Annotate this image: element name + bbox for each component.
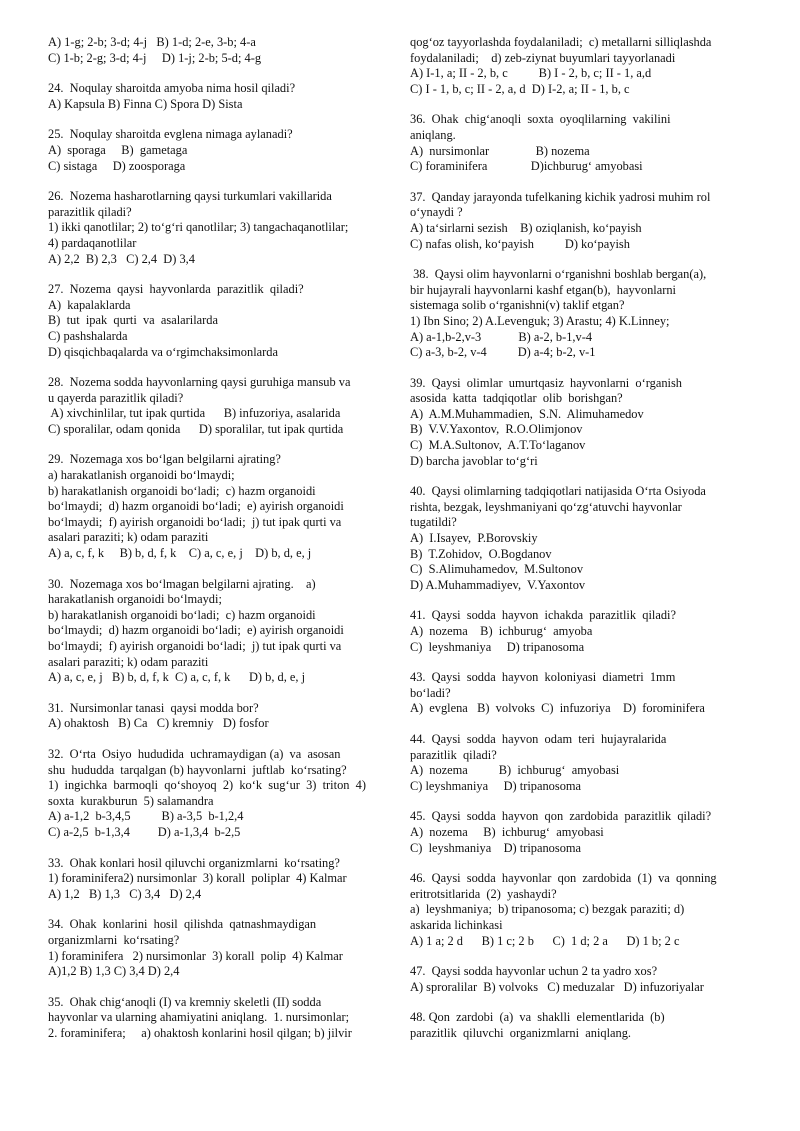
question-block — [48, 81, 385, 112]
text-line: 35. Ohak chig‘anoqli (I) va kremniy skeletli (II) sodda — [48, 994, 322, 1009]
text-line: qog‘oz tayyorlashda foydalaniladi; c) metallarni silliqlashda — [410, 35, 712, 49]
question-block — [48, 856, 385, 903]
text-line: 36. Ohak chig‘anoqli soxta oyoqlilarning vakilini — [410, 112, 671, 127]
text-line: D) qisqichbaqalarda va o‘rgimchaksimonlarda — [48, 344, 278, 359]
text-line: B) T.Zohidov, O.Bogdanov — [410, 546, 552, 561]
text-line: 29. Nozemaga xos bo‘lgan belgilarni ajrating? — [48, 452, 281, 467]
text-line: bo‘lmaydi; f) ayirish organoidi bo‘ladi; j) tut ipak qurti va — [48, 639, 342, 653]
text-line: A) nozema B) ichburug‘ amyoba — [410, 624, 593, 638]
text-line: bir hujayrali hayvonlarni kashf etgan(b), hayvonlarni — [410, 282, 676, 297]
text-line: 27. Nozema qaysi hayvonlarda parazitlik qiladi? — [48, 282, 304, 297]
text-line: 45. Qaysi sodda hayvon qon zardobida parazitlik qiladi? — [410, 809, 712, 824]
text-line: askarida lichinkasi — [410, 917, 503, 932]
text-line: C) M.A.Sultonov, A.T.To‘laganov — [410, 438, 586, 453]
text-line: u qayerda parazitlik qiladi? — [48, 390, 184, 405]
question-block — [48, 375, 385, 437]
text-line: 43. Qaysi sodda hayvon koloniyasi diametri 1mm — [410, 670, 676, 685]
text-line: A) nozema B) ichburug‘ amyobasi — [410, 763, 620, 778]
text-line: a) leyshmaniya; b) tripanosoma; c) bezgak paraziti; d) — [410, 902, 685, 917]
text-line: C) a-3, b-2, v-4 D) a-4; b-2, v-1 — [410, 345, 596, 360]
text-line: tugatildi? — [410, 515, 457, 530]
text-line: 39. Qaysi olimlar umurtqasiz hayvonlarni o‘rganish — [410, 375, 682, 390]
question-block — [410, 267, 750, 361]
text-line: C) sistaga D) zoosporaga — [48, 158, 186, 173]
text-line: A) A.M.Muhammadien, S.N. Alimuhamedov — [410, 406, 644, 421]
text-line: A) a, c, e, j B) b, d, f, k C) a, c, f, k D) b, d, e, j — [48, 670, 306, 685]
question-block — [410, 35, 750, 97]
text-line: A) evglena B) volvoks C) infuzoriya D) forominifera — [410, 701, 705, 716]
question-block — [48, 189, 385, 267]
text-line: A) I.Isayev, P.Borovskiy — [410, 531, 538, 546]
text-line: A) 1-g; 2-b; 3-d; 4-j B) 1-d; 2-e, 3-b; 4-a — [48, 35, 256, 49]
text-line: C) I - 1, b, c; II - 2, a, d D) I-2, a; II - 1, b, c — [410, 81, 630, 96]
text-line: C) nafas olish, ko‘payish D) ko‘payish — [410, 236, 630, 251]
text-line: 38. Qaysi olim hayvonlarni o‘rganishni boshlab bergan(a), — [410, 267, 707, 282]
text-line: A) 1,2 B) 1,3 C) 3,4 D) 2,4 — [48, 886, 202, 901]
text-line: C) 1-b; 2-g; 3-d; 4-j D) 1-j; 2-b; 5-d; 4-g — [48, 50, 262, 65]
text-line: 31. Nursimonlar tanasi qaysi modda bor? — [48, 700, 259, 715]
text-line: A) a-1,b-2,v-3 B) a-2, b-1,v-4 — [410, 329, 593, 344]
text-line: 44. Qaysi sodda hayvon odam teri hujayralarida — [410, 731, 667, 746]
question-block — [48, 917, 385, 979]
text-line: eritrotsitlarida (2) yashaydi? — [410, 886, 557, 901]
text-line: 4) pardaqanotlilar — [48, 235, 137, 250]
question-block — [410, 670, 750, 717]
text-line: 1) foraminifera 2) nursimonlar 3) korall polip 4) Kalmar — [48, 948, 343, 963]
text-line: 1) foraminifera2) nursimonlar 3) korall poliplar 4) Kalmar — [48, 871, 347, 886]
text-line: rishta, bezgak, leyshmaniyani qo‘zg‘atuvchi hayvonlar — [410, 499, 682, 514]
text-line: 1) Ibn Sino; 2) A.Levenguk; 3) Arastu; 4) K.Linney; — [410, 313, 670, 328]
text-line: hayvonlar va ularning ahamiyatini aniqlang. 1. nursimonlar; — [48, 1010, 350, 1025]
text-line: 40. Qaysi olimlarning tadqiqotlari natijasida O‘rta Osiyoda — [410, 484, 706, 499]
question-block — [410, 1010, 750, 1041]
text-line: A) nozema B) ichburug‘ amyobasi — [410, 824, 604, 839]
text-line: A) a, c, f, k B) b, d, f, k C) a, c, e, j D) b, d, e, j — [48, 546, 312, 561]
question-block — [48, 35, 385, 66]
text-line: harakatlanish organoidi bo‘lmaydi; — [48, 592, 222, 607]
question-block — [48, 747, 385, 841]
text-line: b) harakatlanish organoidi bo‘ladi; c) hazm organoidi — [48, 483, 316, 498]
text-line: D) barcha javoblar to‘g‘ri — [410, 453, 538, 468]
text-line: C) foraminifera D)ichburug‘ amyobasi — [410, 159, 643, 174]
text-line: 1) ikki qanotlilar; 2) to‘g‘ri qanotlilar; 3) tangachaqanotlilar; — [48, 220, 349, 235]
text-line: A) sporaga B) gametaga — [48, 142, 188, 157]
text-line: C) leyshmaniya D) tripanosoma — [410, 639, 585, 654]
question-block — [410, 112, 750, 174]
text-line: C) a-2,5 b-1,3,4 D) a-1,3,4 b-2,5 — [48, 824, 241, 839]
text-line: C) S.Alimuhamedov, M.Sultonov — [410, 562, 584, 577]
text-line: o‘ynaydi ? — [410, 205, 463, 220]
text-line: A) I-1, a; II - 2, b, c B) I - 2, b, c; II - 1, a,d — [410, 66, 652, 81]
text-line: 30. Nozemaga xos bo‘lmagan belgilarni ajrating. a) — [48, 576, 316, 591]
text-line: organizmlarni ko‘rsating? — [48, 932, 180, 947]
text-line: A) ta‘sirlarni sezish B) oziqlanish, ko‘payish — [410, 220, 642, 235]
right-column — [410, 35, 750, 1056]
text-line: C) sporalilar, odam qonida D) sporalilar, tut ipak qurtida — [48, 421, 344, 436]
text-line: 46. Qaysi sodda hayvonlar qon zardobida (1) va qonning — [410, 871, 717, 886]
text-line: parazitlik qiladi? — [48, 204, 132, 219]
text-line: 1) ingichka barmoqli qo‘shoyoq 2) ko‘k sug‘ur 3) triton 4) — [48, 778, 366, 793]
question-block — [410, 809, 750, 856]
text-line: soxta kurakburun 5) salamandra — [48, 793, 214, 808]
text-line: A) sproralilar B) volvoks C) meduzalar D) infuzoriyalar — [410, 979, 704, 994]
question-block — [410, 871, 750, 949]
question-block — [48, 452, 385, 561]
text-line: 37. Qanday jarayonda tufelkaning kichik yadrosi muhim rol — [410, 189, 711, 204]
text-line: A) kapalaklarda — [48, 297, 131, 312]
left-column — [48, 35, 385, 1056]
text-line: bo‘lmaydi; f) ayirish organoidi bo‘ladi; j) tut ipak qurti va — [48, 514, 342, 529]
text-line: 41. Qaysi sodda hayvon ichakda parazitlik qiladi? — [410, 608, 676, 623]
text-line: B) V.V.Yaxontov, R.O.Olimjonov — [410, 422, 583, 437]
text-line: C) leyshmaniya D) tripanosoma — [410, 840, 582, 855]
text-line: 32. O‘rta Osiyo hududida uchramaydigan (a) va asosan — [48, 746, 341, 761]
text-line: A) nursimonlar B) nozema — [410, 143, 590, 158]
text-line: A) 1 a; 2 d B) 1 c; 2 b C) 1 d; 2 a D) 1 b; 2 c — [410, 933, 680, 948]
text-line: shu hududda tarqalgan (b) hayvonlarni juftlab ko‘rsating? — [48, 762, 347, 777]
text-line: D) A.Muhammadiyev, V.Yaxontov — [410, 577, 586, 592]
text-line: 28. Nozema sodda hayvonlarning qaysi guruhiga mansub va — [48, 375, 351, 390]
text-line: bo‘lmaydi; d) hazm organoidi bo‘ladi; e) ayirish organoidi — [48, 499, 344, 514]
text-line: parazitlik qiladi? — [410, 747, 497, 762]
question-block — [410, 376, 750, 470]
text-line: C) leyshmaniya D) tripanosoma — [410, 778, 582, 793]
question-block — [410, 964, 750, 995]
question-block — [48, 701, 385, 732]
text-line: a) harakatlanish organoidi bo‘lmaydi; — [48, 468, 235, 483]
text-line: foydalaniladi; d) zeb-ziynat buyumlari tayyorlanadi — [410, 50, 676, 65]
text-line: 48. Qon zardobi (a) va shaklli elementlarida (b) — [410, 1010, 665, 1025]
text-line: bo‘ladi? — [410, 685, 451, 700]
text-line: 47. Qaysi sodda hayvonlar uchun 2 ta yadro xos? — [410, 964, 658, 979]
text-line: C) pashshalarda — [48, 328, 128, 343]
text-line: 24. Noqulay sharoitda amyoba nima hosil qiladi? — [48, 81, 296, 96]
text-line: asalari paraziti; k) odam paraziti — [48, 654, 209, 669]
text-line: A) ohaktosh B) Ca C) kremniy D) fosfor — [48, 716, 269, 731]
text-line: aniqlang. — [410, 127, 456, 142]
question-block — [410, 484, 750, 593]
text-line: bo‘lmaydi; d) hazm organoidi bo‘ladi; e) ayirish organoidi — [48, 623, 344, 638]
text-line: A) xivchinlilar, tut ipak qurtida B) infuzoriya, asalarida — [48, 406, 341, 421]
text-line: A)1,2 B) 1,3 C) 3,4 D) 2,4 — [48, 964, 180, 979]
text-line: 2. foraminifera; a) ohaktosh konlarini hosil qilgan; b) jilvir — [48, 1025, 352, 1040]
text-line: 34. Ohak konlarini hosil qilishda qatnashmaydigan — [48, 917, 317, 932]
text-line: B) tut ipak qurti va asalarilarda — [48, 313, 218, 328]
text-line: sistemaga solib o‘rganishni(v) taklif etgan? — [410, 298, 625, 313]
text-line: 26. Nozema hasharotlarning qaysi turkumlari vakillarida — [48, 189, 332, 204]
question-block — [48, 995, 385, 1042]
text-line: A) a-1,2 b-3,4,5 B) a-3,5 b-1,2,4 — [48, 809, 244, 824]
text-line: b) harakatlanish organoidi bo‘ladi; c) hazm organoidi — [48, 607, 316, 622]
text-line: 25. Noqulay sharoitda evglena nimaga aylanadi? — [48, 127, 293, 142]
text-line: parazitlik qiluvchi organizmlarni aniqlang. — [410, 1025, 632, 1040]
question-block — [410, 190, 750, 252]
text-line: asosida katta tadqiqotlar olib borishgan? — [410, 391, 623, 406]
question-block — [410, 608, 750, 655]
text-line: 33. Ohak konlari hosil qiluvchi organizmlarni ko‘rsating? — [48, 855, 340, 870]
text-line: A) Kapsula B) Finna C) Spora D) Sista — [48, 96, 243, 111]
text-line: A) 2,2 B) 2,3 C) 2,4 D) 3,4 — [48, 251, 195, 266]
text-line: asalari paraziti; k) odam paraziti — [48, 530, 209, 545]
question-block — [410, 732, 750, 794]
question-block — [48, 577, 385, 686]
question-block — [48, 282, 385, 360]
question-block — [48, 127, 385, 174]
